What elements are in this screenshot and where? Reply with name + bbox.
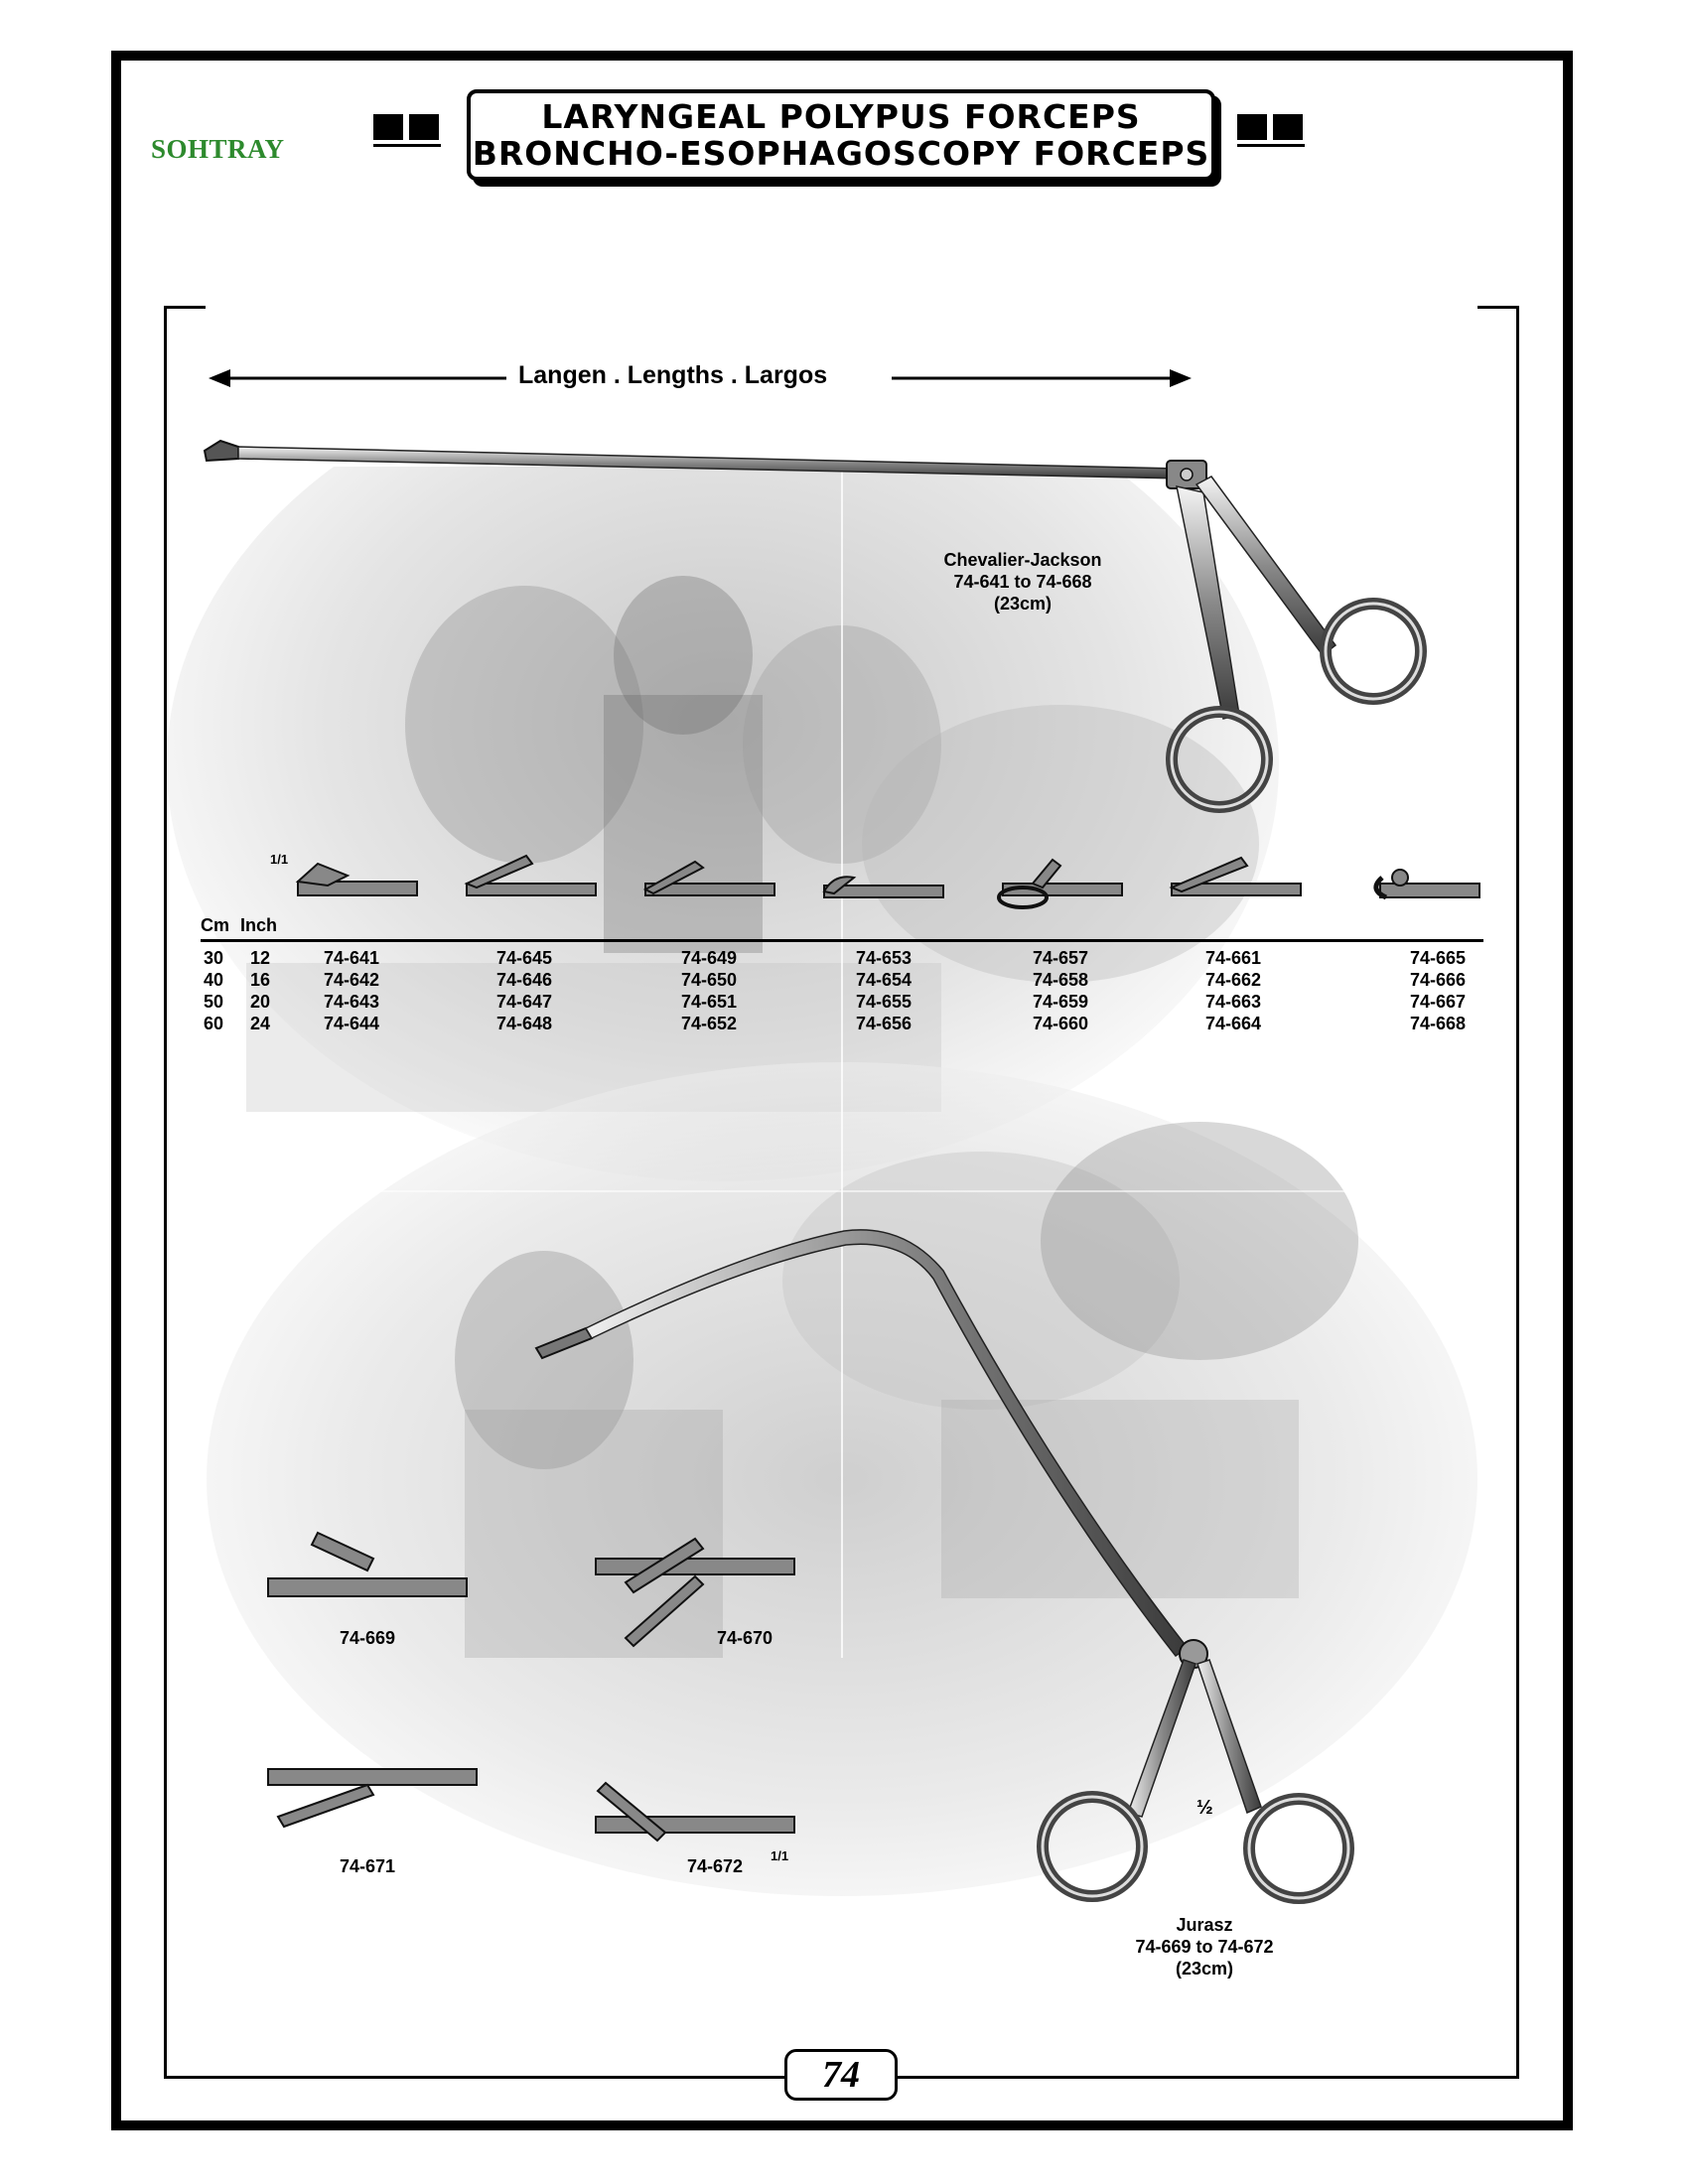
column-header-cm: Cm (201, 915, 230, 935)
table-cell: 74-641 (324, 948, 380, 968)
tip-image-74-653 (824, 877, 943, 897)
chevalier-jackson-forceps-image (199, 417, 1489, 834)
tip-image-74-657 (999, 860, 1122, 907)
table-cell: 74-658 (1033, 970, 1089, 990)
forceps-tips-row (199, 834, 1489, 923)
table-cell: 74-652 (681, 1014, 738, 1033)
table-cell: 74-663 (1205, 992, 1262, 1012)
tip-image-74-645 (467, 856, 596, 895)
table-row-cm-column (204, 947, 223, 1034)
table-cell: 74-654 (856, 970, 913, 990)
table-cell: 74-660 (1033, 1014, 1089, 1033)
tip-image-74-672 (596, 1783, 794, 1841)
title-ornament-left (373, 114, 441, 148)
code-column-7 (1410, 947, 1466, 1034)
jurasz-range: 74-669 to 74-672 (1135, 1937, 1274, 1957)
tip-image-74-665 (1376, 870, 1479, 897)
table-cell: 74-648 (496, 1014, 553, 1033)
table-cell: 74-656 (856, 1014, 913, 1033)
title-ornament-right (1237, 114, 1305, 148)
tip-label-74-671: 74-671 (339, 1856, 396, 1876)
tip-image-74-671 (268, 1769, 477, 1827)
table-cell: 20 (250, 992, 271, 1012)
chevalier-jackson-name: Chevalier-Jackson (943, 550, 1102, 570)
table-cell: 60 (204, 1014, 224, 1033)
table-cell: 50 (204, 992, 224, 1012)
table-rule (201, 939, 1483, 942)
table-cell: 74-647 (496, 992, 553, 1012)
table-cell: 12 (250, 948, 271, 968)
code-column-6 (1205, 947, 1261, 1034)
tip-label-74-672: 74-672 (686, 1856, 744, 1876)
jurasz-tips-group (258, 1519, 814, 1856)
tip-label-74-669: 74-669 (339, 1628, 396, 1648)
table-cell: 74-650 (681, 970, 738, 990)
chevalier-jackson-range: 74-641 to 74-668 (953, 572, 1092, 592)
table-cell: 74-657 (1033, 948, 1089, 968)
frame-corner-right (1477, 306, 1519, 309)
table-cell: 40 (204, 970, 224, 990)
table-cell: 74-666 (1410, 970, 1467, 990)
table-cell: 24 (250, 1014, 271, 1033)
lengths-label: Langen . Lengths . Largos (518, 361, 828, 389)
page-title-box (467, 89, 1215, 181)
tip-image-74-661 (1172, 858, 1301, 895)
brand-logo-text: SOHTRAY (151, 134, 285, 164)
table-cell: 74-667 (1410, 992, 1467, 1012)
code-column-4 (856, 947, 912, 1034)
table-cell: 16 (250, 970, 271, 990)
column-header-inch: Inch (240, 915, 278, 935)
table-cell: 74-665 (1410, 948, 1467, 968)
tip-image-74-669 (268, 1533, 467, 1596)
table-cell: 74-659 (1033, 992, 1089, 1012)
table-cell: 74-649 (681, 948, 738, 968)
table-cell: 74-664 (1205, 1014, 1262, 1033)
frame-corner-left (164, 306, 206, 309)
table-cell: 74-645 (496, 948, 553, 968)
scale-label: 1/1 (270, 852, 289, 867)
tips-scale-label: 1/1 (771, 1848, 789, 1863)
table-cell: 74-655 (856, 992, 913, 1012)
jurasz-size: (23cm) (1175, 1959, 1234, 1979)
table-cell: 74-662 (1205, 970, 1262, 990)
code-column-5 (1033, 947, 1088, 1034)
page-title-line-2: BRONCHO-ESOPHAGOSCOPY FORCEPS (472, 134, 1210, 173)
page-number: 74 (822, 2054, 860, 2096)
tip-image-74-641 (298, 864, 417, 895)
chevalier-jackson-size: (23cm) (993, 594, 1053, 614)
tip-label-74-670: 74-670 (716, 1628, 774, 1648)
table-cell: 74-668 (1410, 1014, 1467, 1033)
table-cell: 74-661 (1205, 948, 1262, 968)
table-cell: 74-646 (496, 970, 553, 990)
code-column-2 (496, 947, 552, 1034)
tip-image-74-649 (645, 862, 774, 895)
code-column-3 (681, 947, 737, 1034)
table-cell: 74-642 (324, 970, 380, 990)
table-cell: 74-651 (681, 992, 738, 1012)
table-cell: 74-644 (324, 1014, 380, 1033)
table-cell: 30 (204, 948, 224, 968)
jurasz-name: Jurasz (1176, 1915, 1233, 1935)
table-cell: 74-653 (856, 948, 913, 968)
table-row-inch-column (250, 947, 270, 1034)
jurasz-scale-label: ½ (1196, 1797, 1213, 1819)
chevalier-jackson-caption (923, 549, 1122, 614)
table-cell: 74-643 (324, 992, 380, 1012)
page-title-line-1: LARYNGEAL POLYPUS FORCEPS (541, 97, 1141, 136)
page-number-box (784, 2049, 898, 2101)
jurasz-caption (1105, 1914, 1304, 1979)
code-column-1 (324, 947, 379, 1034)
